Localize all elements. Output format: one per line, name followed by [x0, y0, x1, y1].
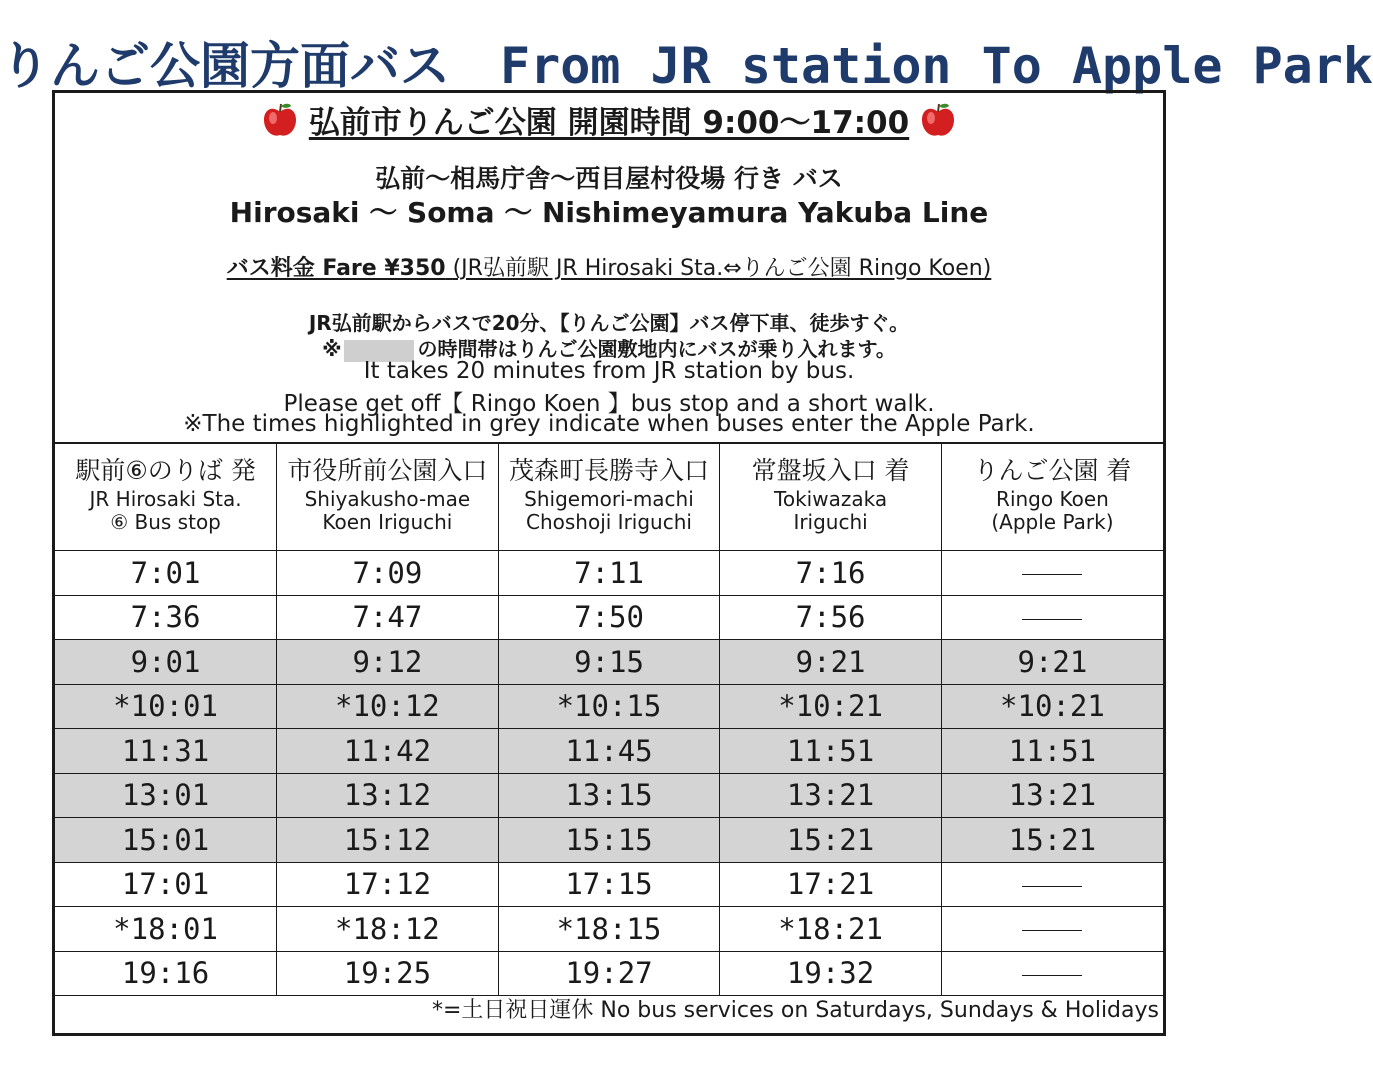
- time-cell: 11:45: [498, 729, 720, 774]
- line-name-en: Hirosaki 〜 Soma 〜 Nishimeyamura Yakuba Line: [229, 196, 989, 229]
- time-cell: 7:16: [720, 551, 942, 596]
- note-jp-access: JR弘前駅からバスで20分、【りんご公園】バス停下車、徒歩すぐ。: [308, 311, 910, 335]
- column-header: 茂森町長勝寺入口 Shigemori-machi Choshoji Iriguchi: [498, 443, 720, 551]
- time-cell: *10:21: [720, 684, 942, 729]
- time-cell: *18:21: [720, 907, 942, 952]
- timetable: [55, 442, 1163, 996]
- opening-hours: 弘前市りんご公園 開園時間 9:00〜17:00: [308, 105, 910, 141]
- time-cell: [941, 551, 1163, 596]
- time-cell: 19:32: [720, 951, 942, 996]
- time-cell: *10:21: [941, 684, 1163, 729]
- time-cell: 17:21: [720, 862, 942, 907]
- no-service-dash: [1022, 886, 1082, 887]
- time-cell: 7:01: [55, 551, 277, 596]
- timetable-frame: [52, 90, 1166, 1036]
- time-cell: 13:12: [277, 773, 499, 818]
- time-cell: *18:12: [277, 907, 499, 952]
- table-row: [55, 818, 1163, 863]
- time-cell: 7:36: [55, 595, 277, 640]
- column-header: りんご公園 着 Ringo Koen (Apple Park): [941, 443, 1163, 551]
- time-cell: 15:12: [277, 818, 499, 863]
- table-row: [55, 951, 1163, 996]
- note-jp-grey-text: の時間帯はりんご公園敷地内にバスが乗り入れます。: [417, 337, 896, 361]
- fare-amount: バス料金 Fare ¥350: [226, 256, 446, 281]
- time-cell: 9:21: [941, 640, 1163, 685]
- time-cell: 13:21: [720, 773, 942, 818]
- time-cell: 19:16: [55, 951, 277, 996]
- time-cell: *10:15: [498, 684, 720, 729]
- column-header: 駅前⑥のりば 発 JR Hirosaki Sta. ⑥ Bus stop: [55, 443, 277, 551]
- note-en-1: It takes 20 minutes from JR station by bus.: [363, 358, 855, 384]
- table-row: [55, 729, 1163, 774]
- no-service-dash: [1022, 619, 1082, 620]
- column-header: 常盤坂入口 着 Tokiwazaka Iriguchi: [720, 443, 942, 551]
- time-cell: 7:47: [277, 595, 499, 640]
- time-cell: 13:01: [55, 773, 277, 818]
- time-cell: 15:15: [498, 818, 720, 863]
- time-cell: 19:27: [498, 951, 720, 996]
- time-cell: 15:21: [720, 818, 942, 863]
- table-row: [55, 907, 1163, 952]
- time-cell: *10:12: [277, 684, 499, 729]
- time-cell: 9:15: [498, 640, 720, 685]
- time-cell: 7:09: [277, 551, 499, 596]
- time-cell: 15:21: [941, 818, 1163, 863]
- time-cell: 11:51: [941, 729, 1163, 774]
- note-mark: ※: [322, 337, 342, 361]
- time-cell: 19:25: [277, 951, 499, 996]
- apple-icon: [918, 100, 958, 140]
- note-en-3: ※The times highlighted in grey indicate when buses enter the Apple Park.: [183, 411, 1035, 437]
- time-cell: *18:01: [55, 907, 277, 952]
- time-cell: *10:01: [55, 684, 277, 729]
- no-service-dash: [1022, 975, 1082, 976]
- table-row: [55, 595, 1163, 640]
- header-row: [55, 443, 1163, 551]
- time-cell: 9:12: [277, 640, 499, 685]
- time-cell: 7:11: [498, 551, 720, 596]
- time-cell: 11:51: [720, 729, 942, 774]
- time-cell: [941, 951, 1163, 996]
- table-row: [55, 551, 1163, 596]
- time-cell: 17:15: [498, 862, 720, 907]
- time-cell: 13:21: [941, 773, 1163, 818]
- time-cell: 11:31: [55, 729, 277, 774]
- table-row: [55, 640, 1163, 685]
- time-cell: *18:15: [498, 907, 720, 952]
- time-cell: 15:01: [55, 818, 277, 863]
- table-row: [55, 773, 1163, 818]
- page-title: りんご公園方面バス From JR station To Apple Park: [0, 37, 1373, 95]
- time-cell: 13:15: [498, 773, 720, 818]
- no-service-dash: [1022, 930, 1082, 931]
- time-cell: 9:01: [55, 640, 277, 685]
- time-cell: 17:12: [277, 862, 499, 907]
- time-cell: 7:56: [720, 595, 942, 640]
- apple-icon: [260, 100, 300, 140]
- fare-route: (JR弘前駅 JR Hirosaki Sta.⇔りんご公園 Ringo Koen): [452, 256, 992, 281]
- fare-info: [55, 251, 1163, 282]
- column-header: 市役所前公園入口 Shiyakusho-mae Koen Iriguchi: [277, 443, 499, 551]
- no-service-dash: [1022, 574, 1082, 575]
- time-cell: [941, 907, 1163, 952]
- time-cell: 9:21: [720, 640, 942, 685]
- time-cell: [941, 862, 1163, 907]
- line-name-jp: 弘前〜相馬庁舎〜西目屋村役場 行き バス: [375, 164, 843, 193]
- opening-hours-row: [55, 97, 1163, 142]
- note-en-2: Please get off【 Ringo Koen 】bus stop and a short walk.: [283, 391, 935, 417]
- table-row: [55, 862, 1163, 907]
- time-cell: 17:01: [55, 862, 277, 907]
- table-row: [55, 684, 1163, 729]
- footer-note: *=土日祝日運休 No bus services on Saturdays, Sundays & Holidays: [431, 998, 1159, 1023]
- time-cell: 7:50: [498, 595, 720, 640]
- time-cell: [941, 595, 1163, 640]
- time-cell: 11:42: [277, 729, 499, 774]
- info-section: [55, 93, 1163, 443]
